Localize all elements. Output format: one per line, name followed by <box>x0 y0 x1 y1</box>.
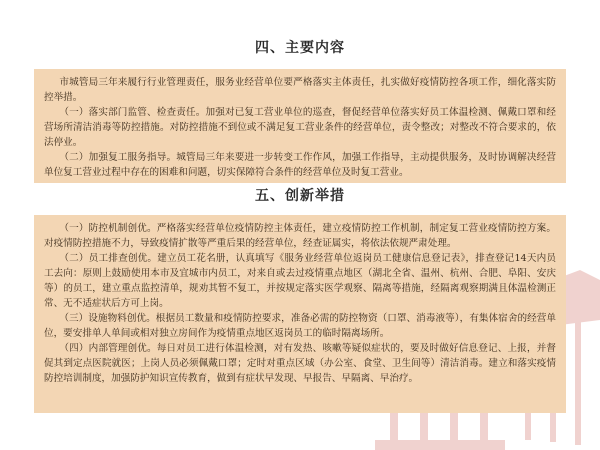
paragraph: （一）落实部门监管、检查责任。加强对已复工营业单位的巡查，督促经营单位落实好员工体温检测、佩戴口罩和经营场所清洁消毒等防控措施。对防控措施不到位或不满足复工营业条件的经营单位，责令整改；对整改不符合要求的，依法停业。 <box>44 107 556 148</box>
paragraph: （二）员工排查创优。建立员工花名册，认真填写《服务业经营单位返岗员工健康信息登记表》，排查登记14天内员工去向：原则上鼓励使用本市及宜城市内员工，对来自或去过疫情重点地区（湖北全省、温州、杭州、合肥、阜阳、安庆等）的员工，建立重点监控清单，规劝其暂不复工，并按规定落实医学观察、隔离等措施，经隔离观察期满且体温检测正常、无不适症状后方可上岗。 <box>44 253 556 309</box>
section-title-innovation: 五、创新举措 <box>255 188 345 204</box>
paragraph: （二）加强复工服务指导。城管局三年来要进一步转变工作作风，加强工作指导，主动提供服务，及时协调解决经营单位复工营业过程中存在的困难和问题，切实保障符合条件的经营单位及时复工营业。 <box>44 152 556 178</box>
paragraph: （三）设施物料创优。根据员工数量和疫情防控要求，准备必需的防控物资（口罩、消毒液等），有集体宿舍的经营单位，要安排单人单间或相对独立房间作为疫情重点地区返岗员工的临时隔离场所。 <box>44 313 556 339</box>
paragraph: （一）防控机制创优。严格落实经营单位疫情防控主体责任，建立疫情防控工作机制，制定复工营业疫情防控方案。对疫情防控措施不力，导致疫情扩散等严重后果的经营单位，经查证属实，将依法依规严肃处理。 <box>44 223 556 249</box>
paragraph: （四）内部管理创优。每日对员工进行体温检测，对有发热、咳嗽等疑似症状的，要及时做好信息登记、上报，并督促其到定点医院就医；上岗人员必须佩戴口罩；定时对重点区域（办公室、食堂、卫生间等）清洁消毒。建立和落实疫情防控培训制度，加强防护知识宣传教育，做到有症状早发现、早报告、早隔离、早治疗。 <box>44 343 556 384</box>
main-content-box <box>34 69 566 183</box>
section-title-main-content: 四、主要内容 <box>255 40 345 56</box>
paragraph: 市城管局三年来履行行业管理责任，服务业经营单位要严格落实主体责任，扎实做好疫情防控各项工作，细化落实防控举措。 <box>44 77 556 103</box>
innovation-box <box>34 215 566 413</box>
